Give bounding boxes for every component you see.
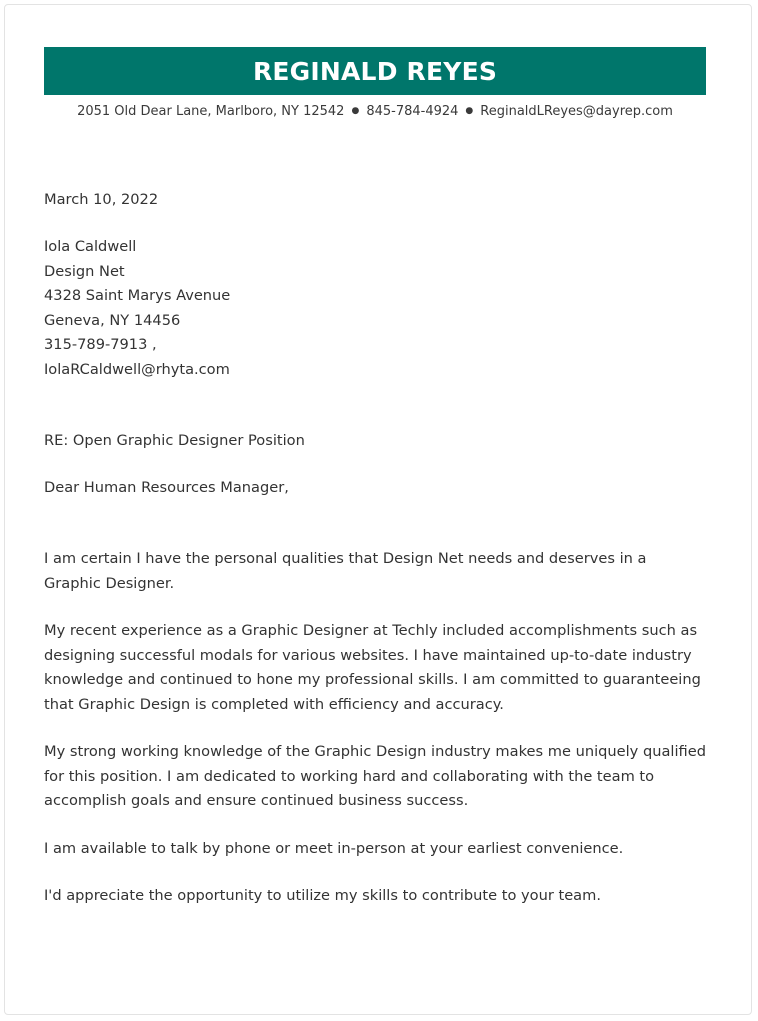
paragraph-2: My recent experience as a Graphic Designer at Techly included accomplishments such as designing successful modals for various websites. I have maintained up-to-date industry knowledge and continued to hone my professional skills. I am committed to guaranteeing that Graphic Design is completed with efficiency and accuracy.: [44, 622, 701, 713]
bullet-separator: ●: [351, 106, 360, 116]
name-banner: [44, 47, 706, 95]
recipient-phone: 315-789-7913 ,: [44, 336, 157, 353]
paragraph-4: I am available to talk by phone or meet in-person at your earliest convenience.: [44, 840, 624, 857]
recipient-street: 4328 Saint Marys Avenue: [44, 287, 231, 304]
recipient-city: Geneva, NY 14456: [44, 311, 181, 329]
paragraph-5: I'd appreciate the opportunity to utilize my skills to contribute to your team.: [44, 887, 601, 904]
bullet-separator: ●: [465, 106, 474, 116]
recipient-block: [44, 235, 706, 382]
salutation: Dear Human Resources Manager,: [44, 479, 289, 496]
letter-date: March 10, 2022: [44, 191, 159, 208]
subject-line: RE: Open Graphic Designer Position: [44, 432, 305, 449]
applicant-phone: 845-784-4924: [366, 104, 459, 119]
contact-line: [44, 104, 706, 119]
paragraph-3: My strong working knowledge of the Graphic Design industry makes me uniquely qualified for this position. I am dedicated to working hard and collaborating with the team to accomplish goals and ensure continued business success.: [44, 743, 706, 809]
recipient-name: Iola Caldwell: [44, 238, 137, 255]
applicant-name: REGINALD REYES: [252, 56, 498, 86]
paragraph-1: I am certain I have the personal qualities that Design Net needs and deserves in a Graphic Designer.: [44, 550, 647, 592]
letter-page: [4, 4, 752, 1015]
recipient-email: IolaRCaldwell@rhyta.com: [44, 360, 230, 378]
applicant-email: ReginaldLReyes@dayrep.com: [480, 104, 673, 119]
applicant-address: 2051 Old Dear Lane, Marlboro, NY 12542: [77, 104, 345, 119]
recipient-company: Design Net: [44, 262, 125, 280]
